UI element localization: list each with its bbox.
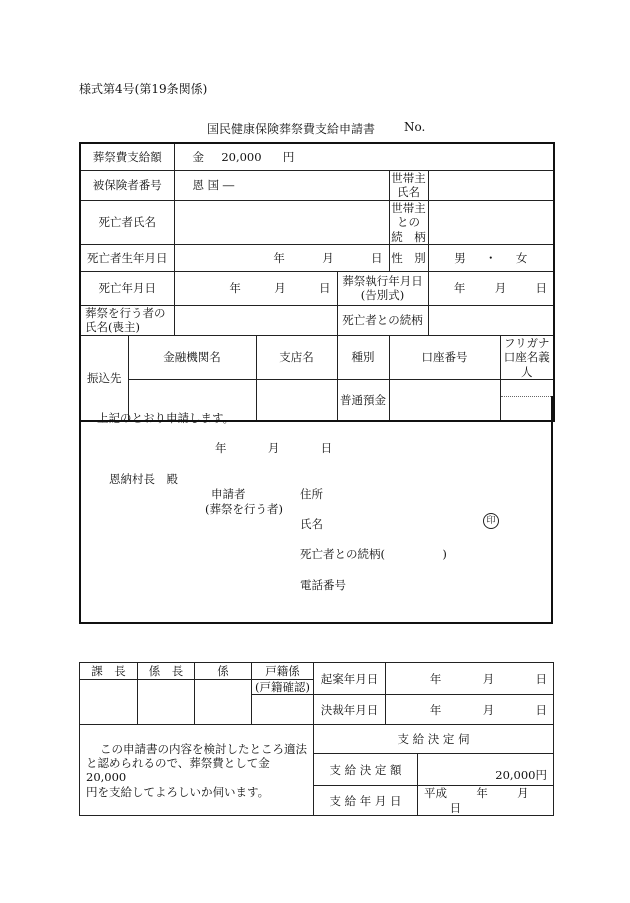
funeral-month-unit: 月 xyxy=(494,281,507,296)
address-label: 住所 xyxy=(300,487,323,501)
bank-branch-label: 支店名 xyxy=(256,335,337,379)
gender-male[interactable]: 男 xyxy=(454,250,466,265)
application-statement: 上記のとおり申請します。 xyxy=(97,411,235,425)
gender-label: 性 別 xyxy=(389,244,428,271)
application-statement-block xyxy=(79,396,553,624)
approval-registry-check: (戸籍確認) xyxy=(252,680,314,695)
name-label: 氏名 xyxy=(300,517,323,531)
draft-date-label: 起案年月日 xyxy=(314,663,386,695)
bank-furigana-label: フリガナ xyxy=(504,335,550,350)
death-date-field[interactable] xyxy=(174,271,337,305)
gender-field[interactable] xyxy=(428,244,554,271)
decision-year-unit: 年 xyxy=(429,702,442,717)
decision-month-unit: 月 xyxy=(482,702,495,717)
relation-line-close: ) xyxy=(442,547,447,561)
seal-mark xyxy=(483,513,499,529)
relation-line-label: 死亡者との続柄( xyxy=(300,547,385,561)
decision-date-label: 決裁年月日 xyxy=(314,695,386,725)
seal-mark-char: 印 xyxy=(486,516,496,526)
relation-deceased-label: 死亡者との続柄 xyxy=(337,305,428,335)
bank-institution-label: 金融機関名 xyxy=(128,335,256,379)
approval-registry-staff: 戸籍係 xyxy=(252,663,314,680)
approval-section-chief-stamp[interactable] xyxy=(80,680,138,725)
draft-date-field[interactable] xyxy=(386,663,554,695)
bank-account-number-label: 口座番号 xyxy=(389,335,500,379)
draft-month-unit: 月 xyxy=(482,671,495,686)
decision-date-field[interactable] xyxy=(386,695,554,725)
funeral-date-field[interactable] xyxy=(428,271,554,305)
form-no-label: No. xyxy=(404,120,426,134)
death-month-unit: 月 xyxy=(274,281,286,296)
organizer-label xyxy=(80,305,174,335)
relation-householder-label-2: 続 柄 xyxy=(391,229,426,244)
application-table xyxy=(79,142,555,422)
payment-month-unit: 月 xyxy=(517,786,529,801)
approval-table xyxy=(79,662,554,816)
amount-value: 20,000 xyxy=(221,149,262,164)
approval-section-chief: 課 長 xyxy=(80,663,138,680)
amount-label: 葬祭費支給額 xyxy=(80,143,174,171)
death-day-unit: 日 xyxy=(319,281,331,296)
relation-deceased-field[interactable] xyxy=(428,305,554,335)
insured-number-prefix: 恩 国 ― xyxy=(192,178,235,193)
relation-householder-field[interactable] xyxy=(428,200,554,244)
bank-type-label: 種別 xyxy=(337,335,389,379)
relation-householder-label-1: 世帯主との xyxy=(391,200,426,230)
draft-year-unit: 年 xyxy=(429,671,442,686)
birth-day-unit: 日 xyxy=(371,250,383,265)
draft-day-unit: 日 xyxy=(535,671,547,686)
bank-account-type: 普通預金 xyxy=(337,380,389,422)
birth-year-unit: 年 xyxy=(273,250,285,265)
death-date-label: 死亡年月日 xyxy=(80,271,174,305)
birth-month-unit: 月 xyxy=(322,250,334,265)
application-year-unit: 年 xyxy=(215,441,227,455)
approval-memo-line-3: 円を支給してよろしいか伺います。 xyxy=(86,784,270,799)
payment-date-label: 支 給 年 月 日 xyxy=(314,786,418,816)
application-date[interactable] xyxy=(215,440,332,456)
birth-date-field[interactable] xyxy=(174,244,389,271)
form-number: 様式第4号(第19条関係) xyxy=(79,82,208,96)
decision-amount-label: 支 給 決 定 額 xyxy=(314,754,418,786)
phone-label: 電話番号 xyxy=(300,578,346,592)
applicant-label: 申請者 xyxy=(211,487,246,501)
funeral-day-unit: 日 xyxy=(535,281,547,296)
payment-date-field[interactable] xyxy=(418,786,554,816)
approval-subsection-chief-stamp[interactable] xyxy=(138,680,195,725)
relation-householder-label xyxy=(389,200,428,244)
bank-holder-header xyxy=(500,335,554,379)
amount-prefix: 金 xyxy=(192,149,204,164)
approval-memo-line-2: と認められるので、葬祭費として金20,000 xyxy=(86,755,270,785)
decision-day-unit: 日 xyxy=(535,702,547,717)
gender-dot: ・ xyxy=(485,250,497,265)
organizer-label-1: 葬祭を行う者の xyxy=(85,306,166,320)
applicant-sub-label: (葬祭を行う者) xyxy=(205,502,283,516)
householder-name-label: 世帯主氏名 xyxy=(389,171,428,201)
payment-era: 平成 xyxy=(424,786,447,801)
payment-year-unit: 年 xyxy=(476,786,488,801)
approval-registry-stamp[interactable] xyxy=(252,695,314,725)
approval-memo-line-1: この申請書の内容を検討したところ適法 xyxy=(100,741,307,756)
organizer-label-2: 氏名(喪主) xyxy=(85,320,140,335)
funeral-date-label-1: 葬祭執行年月日 xyxy=(342,274,423,288)
form-title: 国民健康保険葬祭費支給申請書 xyxy=(207,122,376,136)
deceased-name-field[interactable] xyxy=(174,200,389,244)
amount-cell xyxy=(174,143,554,171)
approval-staff-stamp[interactable] xyxy=(195,680,252,725)
bank-furigana-field[interactable] xyxy=(501,380,554,396)
funeral-year-unit: 年 xyxy=(453,281,466,296)
amount-unit: 円 xyxy=(282,149,295,164)
death-year-unit: 年 xyxy=(229,281,241,296)
decision-header: 支 給 決 定 伺 xyxy=(314,725,554,754)
insured-number-label: 被保険者番号 xyxy=(80,171,174,201)
birth-date-label: 死亡者生年月日 xyxy=(80,244,174,271)
payment-day-unit: 日 xyxy=(449,800,462,815)
organizer-name-field[interactable] xyxy=(174,305,337,335)
decision-amount-value: 20,000円 xyxy=(418,754,554,786)
funeral-date-label xyxy=(337,271,428,305)
addressee: 恩納村長 殿 xyxy=(109,472,178,486)
gender-female[interactable]: 女 xyxy=(515,250,528,265)
application-day-unit: 日 xyxy=(320,441,333,455)
approval-staff: 係 xyxy=(195,663,252,680)
bank-section-label: 振込先 xyxy=(80,335,128,421)
approval-subsection-chief: 係 長 xyxy=(138,663,195,680)
bank-holder-label: 口座名義人 xyxy=(503,350,550,379)
relation-line[interactable] xyxy=(300,546,447,562)
deceased-name-label: 死亡者氏名 xyxy=(80,200,174,244)
insured-number-field[interactable] xyxy=(174,171,389,201)
application-month-unit: 月 xyxy=(267,441,280,455)
funeral-date-label-2: (告別式) xyxy=(360,288,405,303)
approval-memo xyxy=(80,725,314,816)
householder-name-field[interactable] xyxy=(428,171,554,201)
